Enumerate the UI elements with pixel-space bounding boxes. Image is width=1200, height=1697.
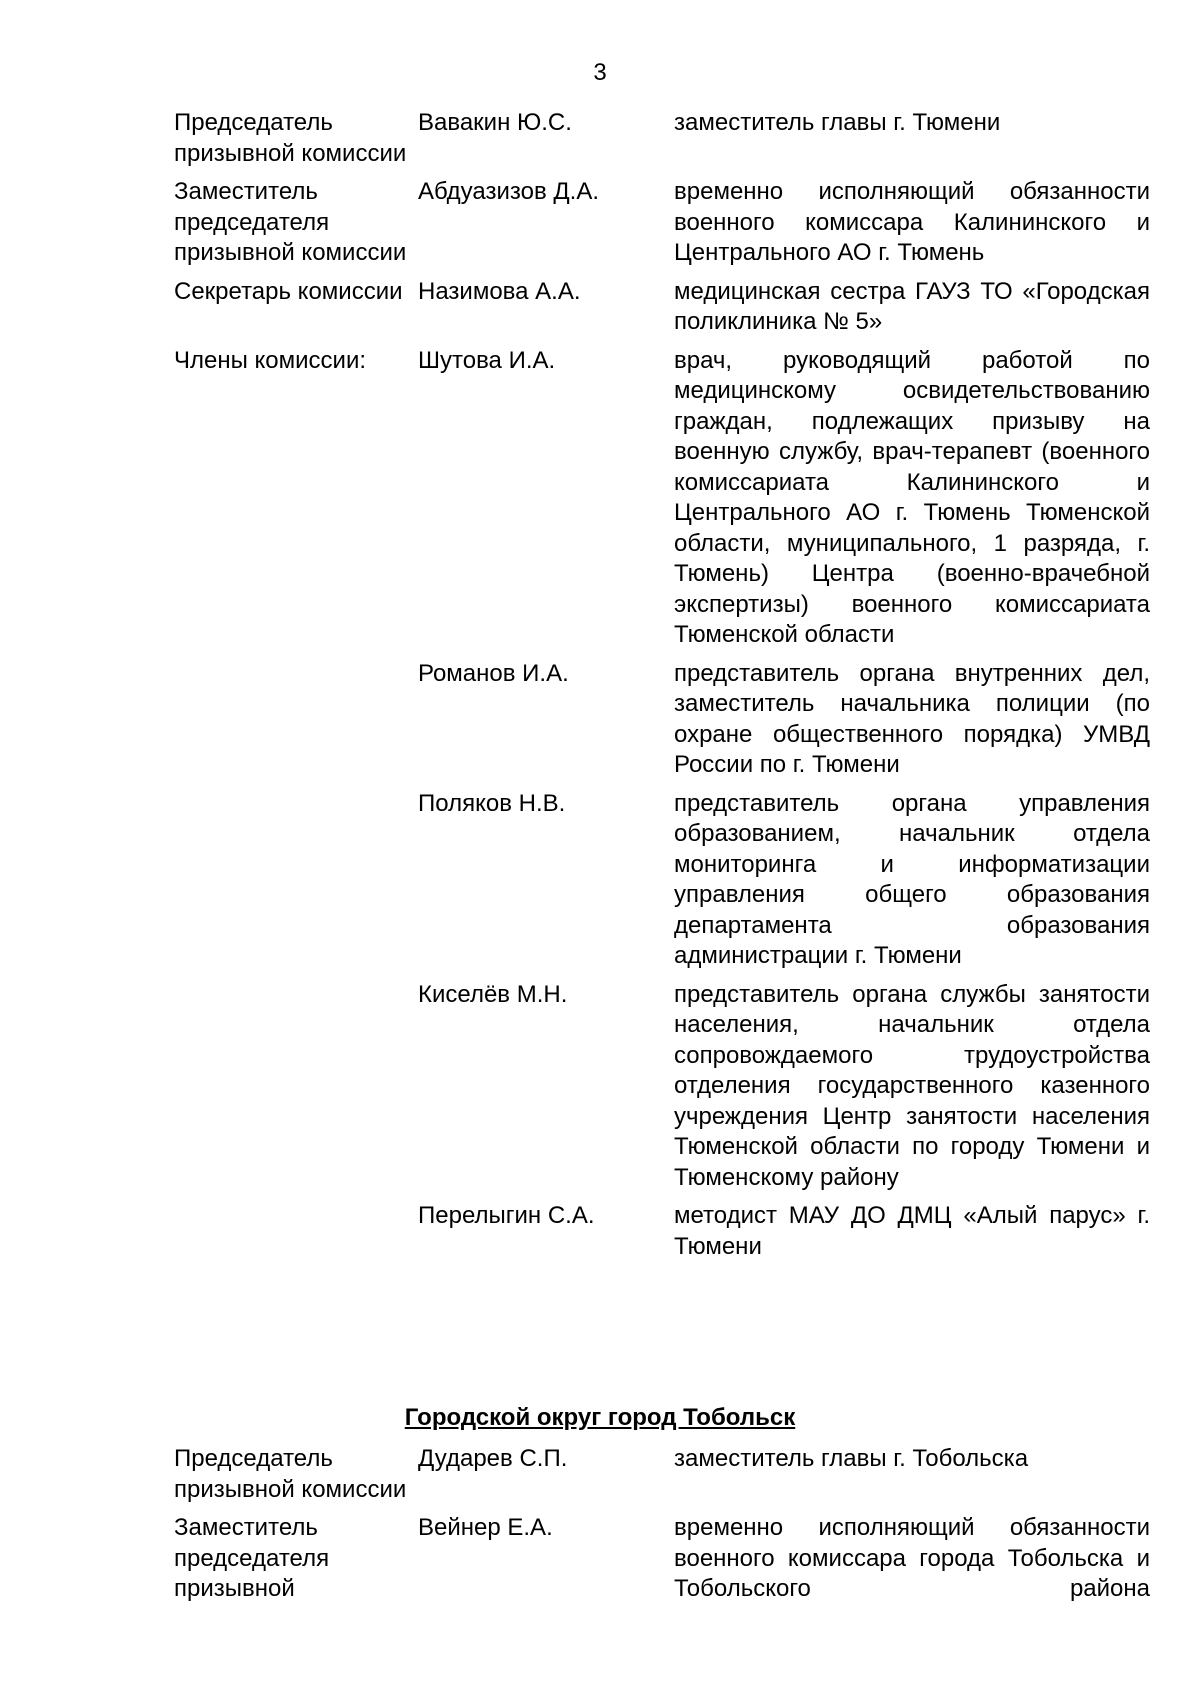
member-role xyxy=(174,659,418,781)
member-role: Члены комиссии: xyxy=(174,346,367,374)
table-row xyxy=(0,108,1200,169)
commission-table-tyumen xyxy=(0,108,1200,1270)
table-row xyxy=(0,1513,1200,1605)
member-name: Дударев С.П. xyxy=(418,1445,568,1472)
table-row xyxy=(0,789,1200,972)
member-position: представитель органа управления образованием, начальник отдела мониторинга и информатизации управления общего образования департамента образования администрации г. Тюмени xyxy=(674,789,1150,969)
member-role xyxy=(174,980,418,1194)
member-name: Поляков Н.В. xyxy=(418,789,566,817)
member-position: методист МАУ ДО ДМЦ «Алый парус» г. Тюмени xyxy=(674,1202,1150,1260)
member-position: врач, руководящий работой по медицинскому освидетельствованию граждан, подлежащих призыву на военную службу, врач-терапевт (военного комиссариата Калининского и Центрального АО г. Тюмень Тюменской области, муниципального, 1 разряда, г. Тюмень) Центра (военно-врачебной экспертизы) военного комиссариата Тюменской области xyxy=(674,346,1150,648)
table-row xyxy=(0,659,1200,781)
table-row xyxy=(0,346,1200,651)
member-position: заместитель главы г. Тобольска xyxy=(674,1445,1029,1472)
member-position: временно исполняющий обязанности военного комиссара города Тобольска и Тобольского района xyxy=(674,1514,1150,1602)
member-name: Абдуазизов Д.А. xyxy=(418,178,599,205)
member-name: Шутова И.А. xyxy=(418,346,556,374)
table-row xyxy=(0,277,1200,338)
member-role: Секретарь комиссии xyxy=(174,277,403,305)
member-role xyxy=(174,789,418,972)
commission-table-tobolsk xyxy=(0,1444,1200,1613)
member-position: представитель органа внутренних дел, заместитель начальника полиции (по охране общественного порядка) УМВД России по г. Тюмени xyxy=(674,659,1150,778)
member-name: Вавакин Ю.С. xyxy=(418,109,572,136)
member-name: Киселёв М.Н. xyxy=(418,980,568,1008)
table-row xyxy=(0,980,1200,1194)
member-name: Перелыгин С.А. xyxy=(418,1202,595,1229)
member-position: представитель органа службы занятости населения, начальник отдела сопровождаемого трудоустройства отделения государственного казенного учреждения Центр занятости населения Тюменской области по городу Тюмени и Тюменскому району xyxy=(674,980,1150,1191)
member-role: Председатель призывной комиссии xyxy=(174,1445,407,1503)
section-heading-tobolsk: Городской округ город Тобольск xyxy=(404,1404,796,1431)
table-row xyxy=(0,177,1200,269)
member-role: Председатель призывной комиссии xyxy=(174,109,407,167)
table-row xyxy=(0,1201,1200,1262)
member-position: временно исполняющий обязанности военного комиссара Калининского и Центрального АО г. Тюмень xyxy=(674,178,1150,266)
member-position: медицинская сестра ГАУЗ ТО «Городская поликлиника № 5» xyxy=(674,277,1150,335)
table-row xyxy=(0,1444,1200,1505)
member-name: Назимова А.А. xyxy=(418,277,581,305)
page-number: 3 xyxy=(593,59,607,86)
member-name: Вейнер Е.А. xyxy=(418,1514,553,1541)
member-role xyxy=(174,1201,418,1262)
member-role: Заместитель председателя призывной xyxy=(174,1514,330,1602)
member-position: заместитель главы г. Тюмени xyxy=(674,109,1001,136)
member-name: Романов И.А. xyxy=(418,659,569,687)
member-role: Заместитель председателя призывной комиссии xyxy=(174,178,407,266)
